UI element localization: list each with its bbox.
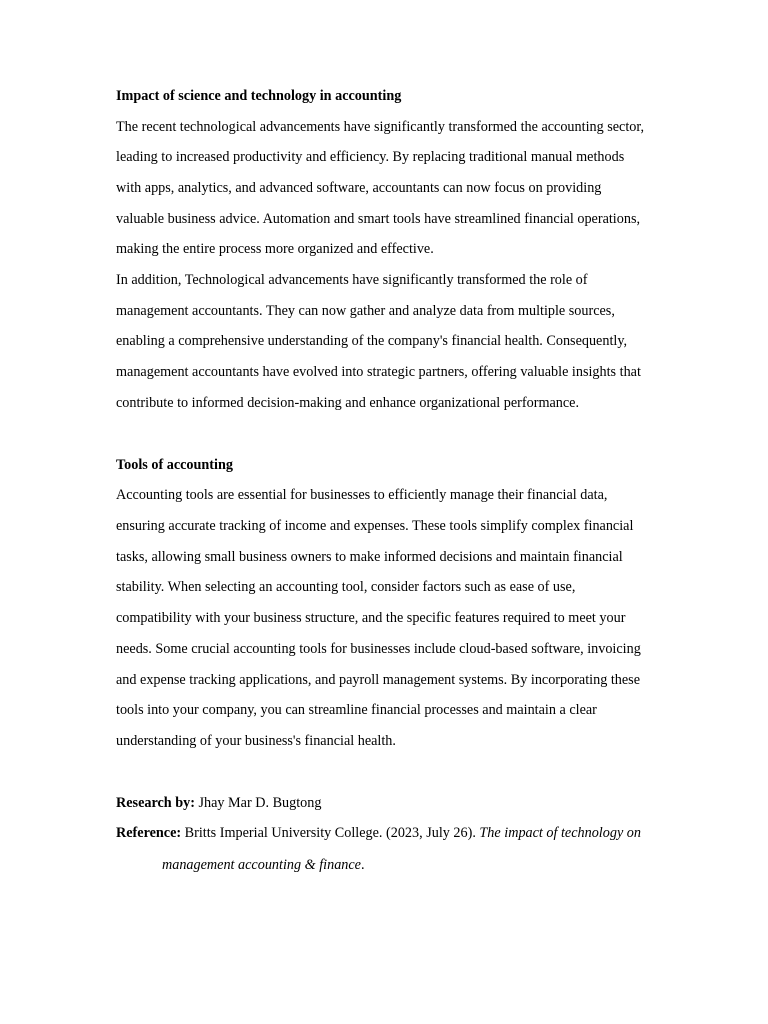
reference-title-part1: The impact of technology on — [479, 825, 641, 841]
reference-title-part2: management accounting & finance — [162, 857, 361, 873]
paragraph-line: making the entire process more organized and effective. — [116, 241, 434, 257]
reference-label: Reference: — [116, 825, 182, 841]
paragraph-line: tools into your company, you can streamline financial processes and maintain a clear — [116, 702, 597, 718]
paragraph-line: stability. When selecting an accounting tool, consider factors such as ease of use, — [116, 579, 576, 595]
reference-source: Britts Imperial University College. (2023, July 26). — [181, 825, 480, 841]
paragraph-line: compatibility with your business structure, and the specific features required to meet your — [116, 610, 626, 626]
section-heading-impact: Impact of science and technology in accounting — [116, 88, 402, 104]
paragraph-line: enabling a comprehensive understanding of the company's financial health. Consequently, — [116, 333, 628, 349]
paragraph-line: management accountants have evolved into strategic partners, offering valuable insights that — [116, 364, 641, 380]
paragraph-line: The recent technological advancements have significantly transformed the accounting sector, — [116, 119, 645, 135]
paragraph-line: and expense tracking applications, and payroll management systems. By incorporating these — [116, 672, 641, 688]
reference-citation-continued — [162, 856, 365, 874]
paragraph-line: leading to increased productivity and efficiency. By replacing traditional manual methods — [116, 149, 625, 165]
section-heading-tools: Tools of accounting — [116, 457, 233, 473]
paragraph-line: ensuring accurate tracking of income and expenses. These tools simplify complex financial — [116, 518, 634, 534]
paragraph-line: with apps, analytics, and advanced software, accountants can now focus on providing — [116, 180, 602, 196]
paragraph-line: Accounting tools are essential for businesses to efficiently manage their financial data, — [116, 487, 608, 503]
paragraph-line: tasks, allowing small business owners to make informed decisions and maintain financial — [116, 549, 623, 565]
research-label: Research by: — [116, 795, 195, 811]
paragraph-line: In addition, Technological advancements have significantly transformed the role of — [116, 272, 588, 288]
paragraph-line: contribute to informed decision-making and enhance organizational performance. — [116, 395, 580, 411]
paragraph-line: understanding of your business's financial health. — [116, 733, 396, 749]
paragraph-line: valuable business advice. Automation and smart tools have streamlined financial operations, — [116, 211, 641, 227]
paragraph-line: needs. Some crucial accounting tools for businesses include cloud-based software, invoicing — [116, 641, 641, 657]
reference-citation — [116, 824, 641, 842]
reference-end: . — [360, 857, 365, 873]
research-credit — [116, 794, 321, 812]
research-author: Jhay Mar D. Bugtong — [194, 795, 322, 811]
paragraph-line: management accountants. They can now gather and analyze data from multiple sources, — [116, 303, 615, 319]
